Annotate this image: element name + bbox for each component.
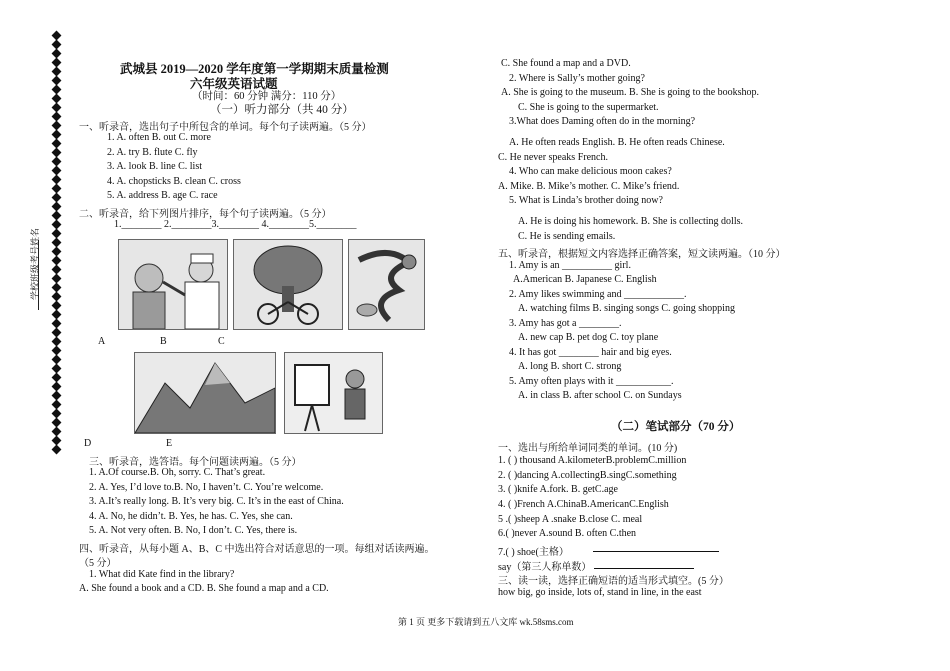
right-line: 一、选出与所给单词同类的单词。(10 分) [498, 443, 678, 454]
picture-label-c: C [218, 336, 225, 347]
right-line: 4. Who can make delicious moon cakes? [509, 166, 672, 177]
right-line: say（第三人称单数） [498, 562, 592, 573]
left-line: 1. A. often B. out C. more [107, 132, 211, 143]
picture-painting [284, 352, 383, 434]
right-line: 3.What does Daming often do in the morning? [509, 116, 696, 127]
right-line: 5. What is Linda’s brother doing now? [509, 195, 663, 206]
right-line: A. new cap B. pet dog C. toy plane [518, 332, 659, 343]
blank-line [594, 568, 694, 569]
left-line: 2. A. Yes, I’d love to.B. No, I haven’t. C. You’re welcome. [89, 482, 324, 493]
right-line: 1. ( ) thousand A.kilometerB.problemC.million [498, 455, 687, 466]
left-line: 3. A.It’s really long. B. It’s very big. C. It’s in the east of China. [89, 496, 344, 507]
picture-doctor [118, 239, 228, 330]
left-line: 四、听录音，从每小题 A、B、C 中选出符合对话意思的一项。每组对话读两遍。 [79, 544, 435, 555]
right-line: 1. Amy is an __________ girl. [509, 260, 631, 271]
picture-tree-bike [233, 239, 343, 330]
left-line: 2. A. try B. flute C. fly [107, 147, 198, 158]
right-line: 三、读一读，选择正确短语的适当形式填空。(5 分） [498, 576, 729, 587]
right-line: A. He often reads English. B. He often reads Chinese. [509, 137, 725, 148]
right-line: A. She is going to the museum. B. She is going to the bookshop. [501, 87, 760, 98]
binding-label: 学校班级考号姓名 [30, 227, 40, 300]
time-score: （时间：60 分钟 满分：110 分） [192, 91, 342, 102]
picture-mountain [134, 352, 276, 434]
picture-label-d: D [84, 438, 92, 449]
right-line: A. Mike. B. Mike’s mother. C. Mike’s friend. [498, 181, 680, 192]
right-line: 7.( ) shoe(主格） [498, 547, 569, 558]
left-line: 1. What did Kate find in the library? [89, 569, 235, 580]
right-line: 5. Amy often plays with it ___________. [509, 376, 674, 387]
left-line: 1. A.Of course.B. Oh, sorry. C. That’s great. [89, 467, 266, 478]
right-line: 2. ( )dancing A.collectingB.singC.something [498, 470, 677, 481]
left-line: 5. A. Not very often. B. No, I don’t. C. Yes, there is. [89, 525, 298, 536]
right-line: C. He is sending emails. [518, 231, 616, 242]
right-line: C. He never speaks French. [498, 152, 608, 163]
right-line: A. watching films B. singing songs C. going shopping [518, 303, 735, 314]
exam-title: 武城县 2019—2020 学年度第一学期期末质量检测 [120, 62, 389, 76]
right-line: 5 .( )sheep A .snake B.close C. meal [498, 514, 643, 525]
right-line: 6.( )never A.sound B. often C.then [498, 528, 637, 539]
right-line: A.American B. Japanese C. English [513, 274, 657, 285]
exam-subtitle: 六年级英语试题 [190, 77, 278, 91]
left-line: 二、听录音，给下列图片排序，每个句子读两遍。（5 分） [79, 209, 332, 220]
right-line: A. He is doing his homework. B. She is collecting dolls. [518, 216, 743, 227]
picture-dragon [348, 239, 425, 330]
right-line: 3. Amy has got a ________. [509, 318, 622, 329]
left-line: 5. A. address B. age C. race [107, 190, 218, 201]
right-line: 4. It has got ________ hair and big eyes. [509, 347, 672, 358]
binding-margin-dots [53, 32, 63, 462]
picture-label-e: E [166, 438, 173, 449]
left-line: 3. A. look B. line C. list [107, 161, 203, 172]
blank-line [593, 551, 719, 552]
page-footer: 第 1 页 更多下载请到五八文库 wk.58sms.com [398, 617, 574, 627]
left-line: 4. A. No, he didn’t. B. Yes, he has. C. Yes, she can. [89, 511, 293, 522]
left-line: 4. A. chopsticks B. clean C. cross [107, 176, 241, 187]
right-line: 五、听录音，根据短文内容选择正确答案，短文读两遍。（10 分） [498, 249, 786, 260]
right-line: 2. Amy likes swimming and ____________. [509, 289, 687, 300]
right-line: 2. Where is Sally’s mother going? [509, 73, 645, 84]
picture-label-b: B [160, 336, 167, 347]
left-line: 1.________ 2.________3.________ 4.________5.________ [114, 219, 357, 230]
left-line: 三、听录音，选答语。每个问题读两遍。（5 分） [89, 457, 302, 468]
right-line: how big, go inside, lots of, stand in line, in the east [498, 587, 702, 598]
part-heading: （一）听力部分（共 40 分） [210, 104, 354, 116]
right-line: C. She is going to the supermarket. [518, 102, 659, 113]
left-line: （5 分） [79, 558, 117, 569]
right-line: 3. ( )knife A.fork. B. getC.age [498, 484, 618, 495]
left-line: A. She found a book and a CD. B. She found a map and a CD. [79, 583, 329, 594]
picture-label-a: A [98, 336, 106, 347]
right-line: 4. ( )French A.ChinaB.AmericanC.English [498, 499, 669, 510]
right-line: C. She found a map and a DVD. [501, 58, 631, 69]
written-part-heading: （二）笔试部分（70 分） [611, 421, 741, 433]
left-line: 一、听录音，选出句子中所包含的单词。每个句子读两遍。（5 分） [79, 122, 372, 133]
right-line: A. in class B. after school C. on Sundays [518, 390, 682, 401]
right-line: A. long B. short C. strong [518, 361, 622, 372]
